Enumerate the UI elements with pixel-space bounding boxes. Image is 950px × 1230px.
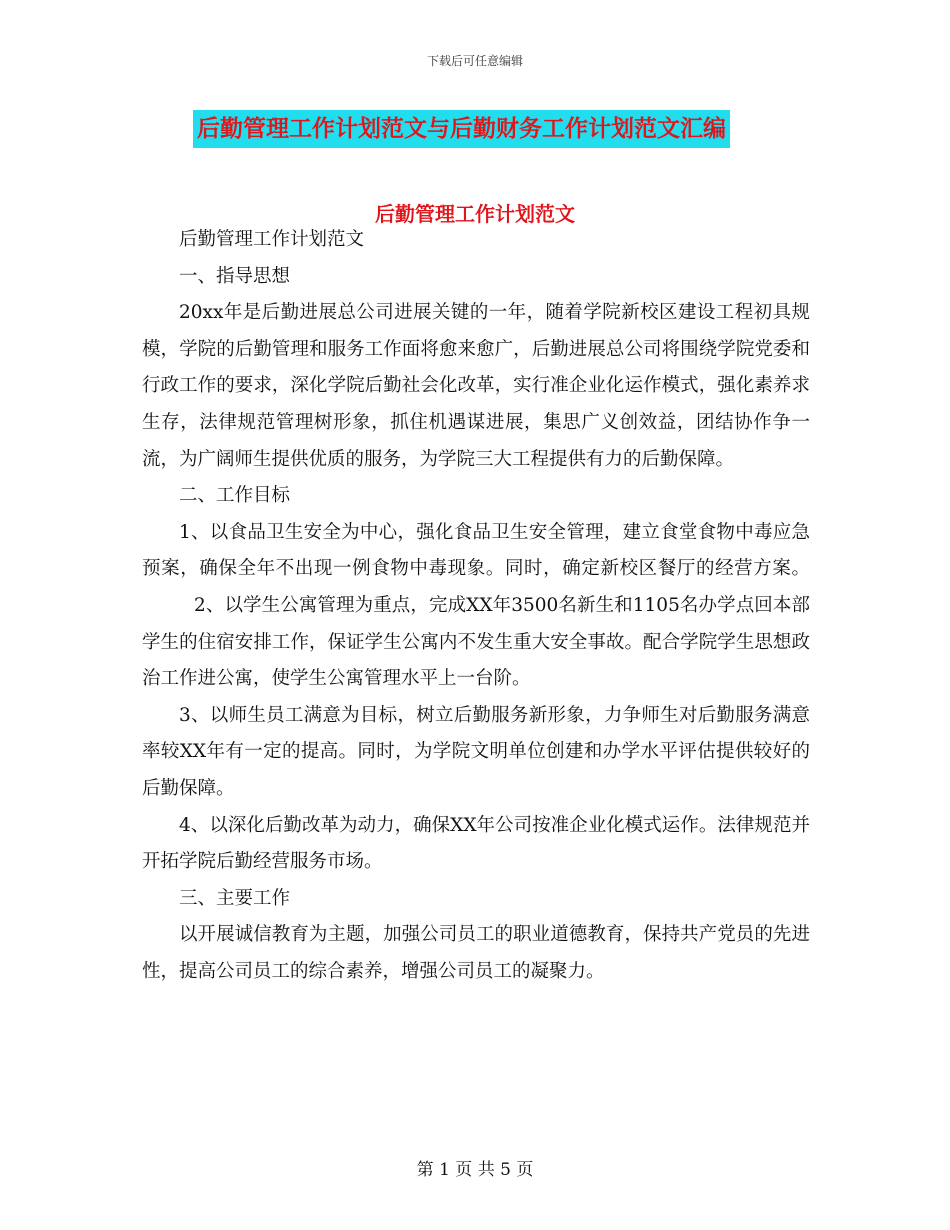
page-footer: 第 1 页 共 5 页: [416, 1160, 534, 1180]
goal-3: 3、以师生员工满意为目标，树立后勤服务新形象，力争师生对后勤服务满意率较XX年有一定的提高。同时，为学院文明单位创建和办学水平评估提供较好的后勤保障。: [142, 704, 810, 799]
heading-work-goals: 二、工作目标: [179, 485, 291, 507]
paragraph: 以开展诚信教育为主题，加强公司员工的职业道德教育，保持共产党员的先进性，提高公司员工的综合素养，增强公司员工的凝聚力。: [142, 924, 810, 982]
goal-1: 1、以食品卫生安全为中心，强化食品卫生安全管理，建立食堂食物中毒应急预案，确保全年不出现一例食物中毒现象。同时，确定新校区餐厅的经营方案。: [142, 521, 810, 580]
goal-2: 2、以学生公寓管理为重点，完成XX年3500名新生和1105名办学点回本部学生的住宿安排工作，保证学生公寓内不发生重大安全事故。配合学院学生思想政治工作进公寓，使学生公寓管理水平上一台阶。: [142, 594, 810, 690]
paragraph: 后勤管理工作计划范文: [179, 229, 365, 250]
goal-paragraph: [142, 515, 810, 698]
document-body: [142, 222, 810, 990]
paragraph: 20xx年是后勤进展总公司进展关键的一年，随着学院新校区建设工程初具规模，学院的后勤管理和服务工作面将愈来愈广，后勤进展总公司将围绕学院党委和行政工作的要求，深化学院后勤社会化改革，实行准企业化运作模式，强化素养求生存，法律规范管理树形象，抓住机遇谋进展，集思广义创效益，团结协作争一流，为广阔师生提供优质的服务，为学院三大工程提供有力的后勤保障。: [142, 302, 810, 470]
heading-guiding-ideology: 一、指导思想: [179, 265, 291, 287]
document-title: 后勤管理工作计划范文与后勤财务工作计划范文汇编: [193, 110, 730, 148]
goal-4: 4、以深化后勤改革为动力，确保XX年公司按准企业化模式运作。法律规范并开拓学院后勤经营服务市场。: [142, 814, 810, 873]
header-note: 下载后可任意编辑: [426, 54, 523, 68]
section-title: 后勤管理工作计划范文: [375, 202, 575, 226]
heading-main-work: 三、主要工作: [179, 887, 291, 909]
